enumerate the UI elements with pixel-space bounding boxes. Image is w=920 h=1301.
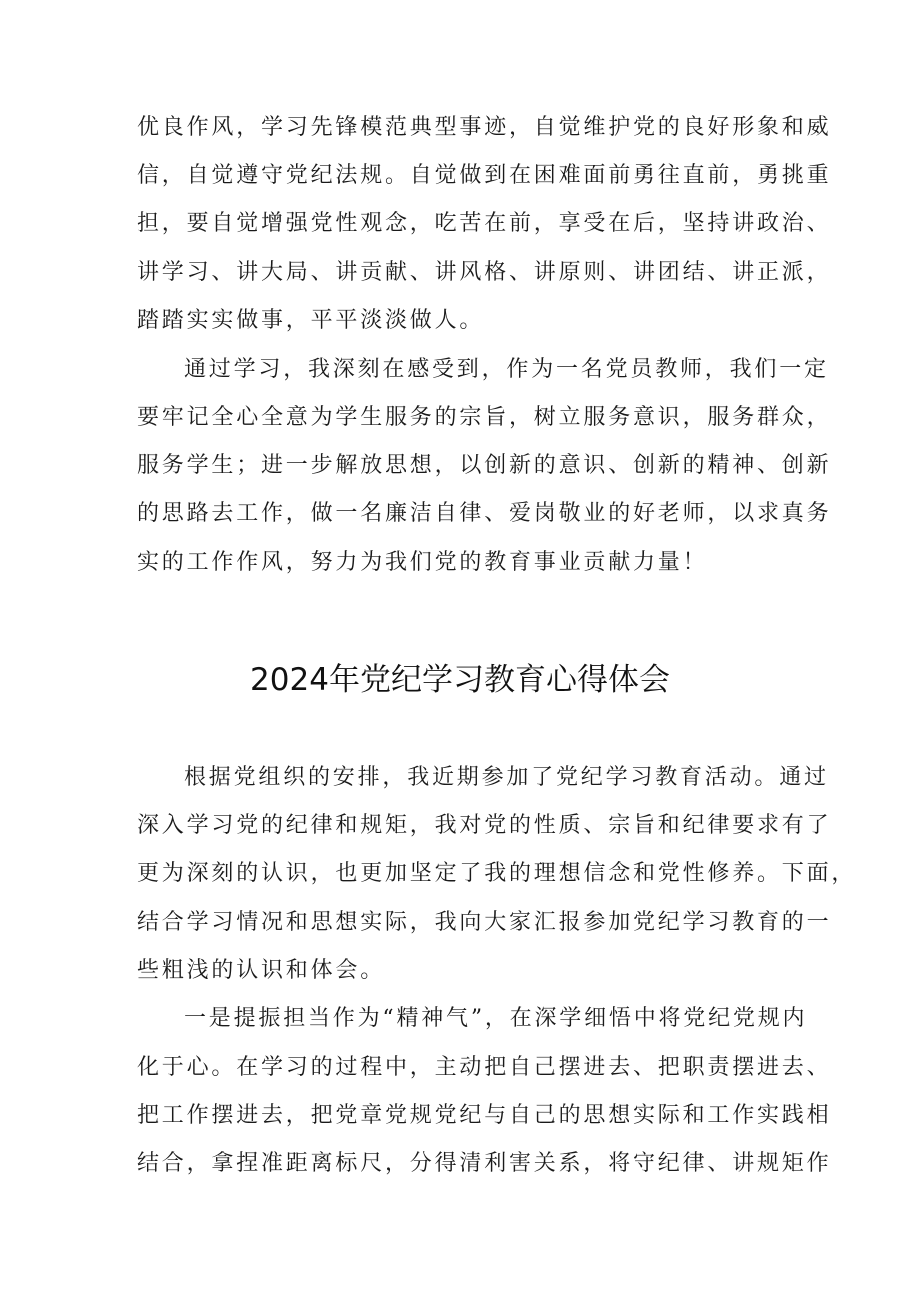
text-line: 一是提振担当作为“精神气”，在深学细悟中将党纪党规内 — [184, 1006, 808, 1031]
text-line: 更为深刻的认识，也更加坚定了我的理想信念和党性修养。下面， — [137, 861, 857, 886]
text-line: 实的工作作风，努力为我们党的教育事业贡献力量！ — [137, 550, 708, 575]
text-line: 服务学生；进一步解放思想，以创新的意识、创新的精神、创新 — [137, 453, 832, 478]
text-line: 根据党组织的安排，我近期参加了党纪学习教育活动。通过 — [184, 765, 829, 790]
text-line: 结合，拿捏准距离标尺，分得清利害关系，将守纪律、讲规矩作 — [137, 1151, 832, 1176]
text-line: 些粗浅的认识和体会。 — [137, 958, 386, 983]
text-line: 结合学习情况和思想实际，我向大家汇报参加党纪学习教育的一 — [137, 910, 832, 935]
text-line: 担，要自觉增强党性观念，吃苦在前，享受在后，坚持讲政治、 — [137, 211, 832, 236]
text-line: 信，自觉遵守党纪法规。自觉做到在困难面前勇往直前，勇挑重 — [137, 163, 832, 188]
text-line: 讲学习、讲大局、讲贡献、讲风格、讲原则、讲团结、讲正派， — [137, 260, 832, 285]
text-line: 优良作风，学习先锋模范典型事迹，自觉维护党的良好形象和威 — [137, 115, 832, 140]
text-line: 化于心。在学习的过程中，主动把自己摆进去、把职责摆进去、 — [137, 1055, 832, 1080]
document-title: 2024年党纪学习教育心得体会 — [250, 662, 670, 698]
text-line: 踏踏实实做事，平平淡淡做人。 — [137, 308, 485, 333]
text-line: 要牢记全心全意为学生服务的宗旨，树立服务意识，服务群众， — [137, 405, 832, 430]
text-line: 的思路去工作，做一名廉洁自律、爱岗敬业的好老师，以求真务 — [137, 501, 832, 526]
text-line: 深入学习党的纪律和规矩，我对党的性质、宗旨和纪律要求有了 — [137, 813, 832, 838]
text-line: 把工作摆进去，把党章党规党纪与自己的思想实际和工作实践相 — [137, 1103, 832, 1128]
text-line: 通过学习，我深刻在感受到，作为一名党员教师，我们一定 — [184, 357, 829, 382]
